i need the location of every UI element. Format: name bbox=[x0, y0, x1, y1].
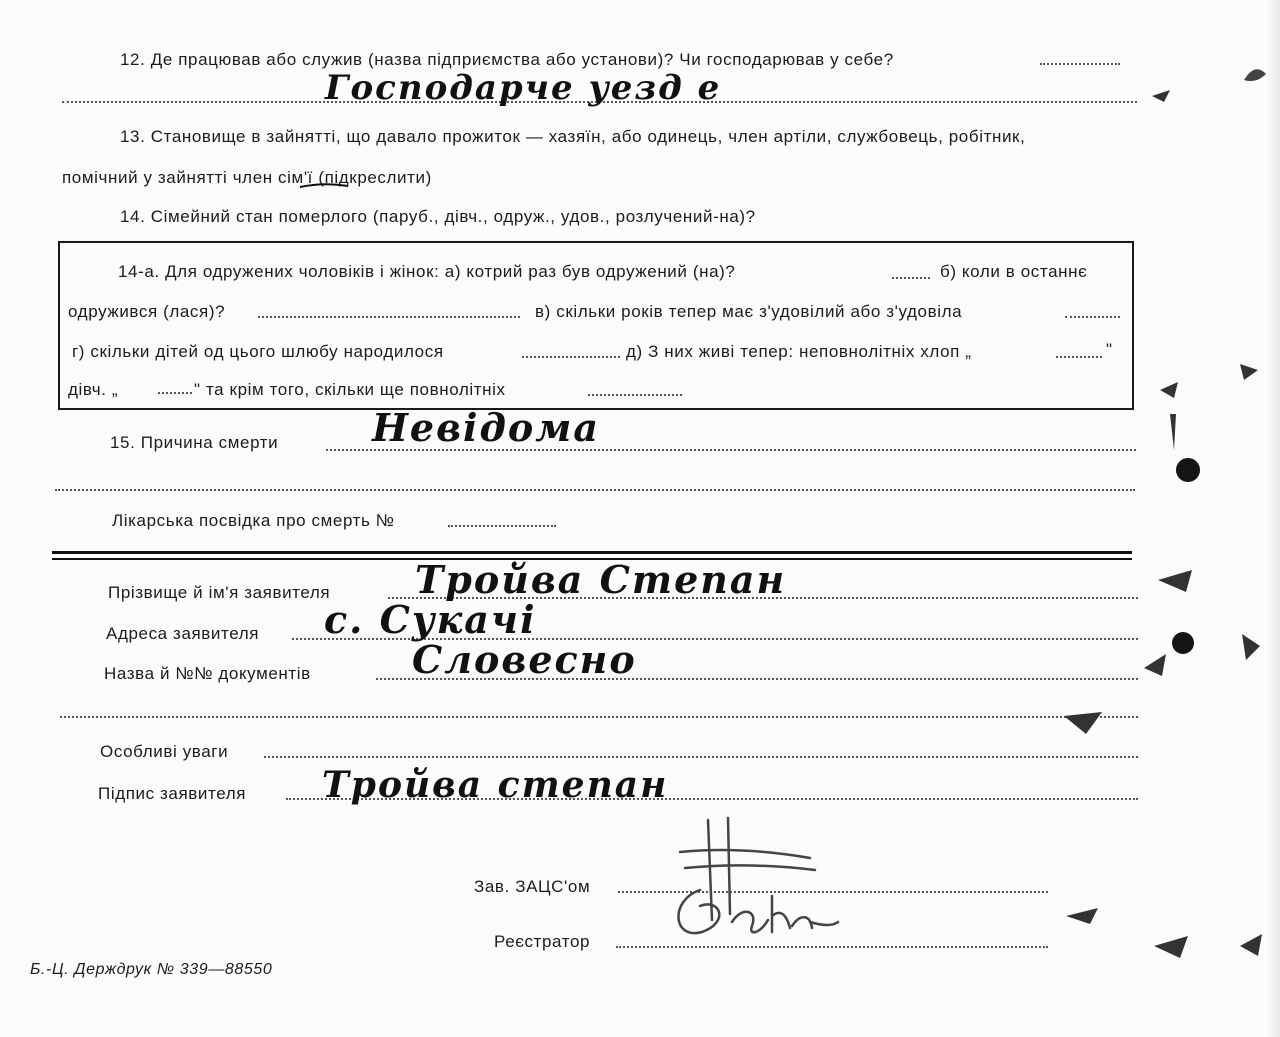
q13-label-line1: 13. Становище в зайнятті, що давало прожиток — хазяїн, або одинець, член артіли, службовець, робітник, bbox=[120, 127, 1026, 146]
q14a-line3-a: г) скільки дітей од цього шлюбу народилося bbox=[72, 342, 444, 361]
applicant-signature-handwritten: Тройва степан bbox=[322, 764, 669, 806]
applicant-signature-label: Підпис заявителя bbox=[98, 784, 247, 803]
registrar-signature-mark bbox=[660, 810, 870, 960]
q14a-blank-a bbox=[892, 277, 930, 279]
punch-hole bbox=[1176, 458, 1200, 482]
medical-certificate-label: Лікарська посвідка про смерть № bbox=[112, 511, 395, 530]
q14-label: 14. Сімейний стан померлого (паруб., дівч., одруж., удов., розлучений-на)? bbox=[120, 207, 756, 226]
q14a-blank-e bbox=[1056, 356, 1102, 358]
q14a-line2-b: в) скільки років тепер має з'удовілий або з'удовіла bbox=[535, 302, 963, 321]
paper-tear-mark bbox=[1150, 88, 1172, 104]
q14a-blank-f bbox=[158, 392, 192, 394]
documents-label: Назва й №№ документів bbox=[104, 664, 311, 683]
registry-head-label: Зав. ЗАЦС'ом bbox=[474, 877, 591, 896]
punch-hole bbox=[1172, 632, 1194, 654]
q14a-line3-b: д) З них живі тепер: неповнолітніх хлоп „ bbox=[626, 342, 972, 361]
q14a-line3-c: " bbox=[1106, 340, 1113, 359]
documents-handwritten: Словесно bbox=[412, 637, 637, 682]
paper-tear-mark bbox=[1062, 706, 1106, 736]
q14a-line4-b: " та крім того, скільки ще повнолітніх bbox=[194, 380, 506, 399]
special-notes-line bbox=[264, 756, 1138, 758]
applicant-name-label: Прізвище й ім'я заявителя bbox=[108, 583, 331, 602]
paper-tear-mark bbox=[1236, 358, 1262, 384]
paper-tear-mark bbox=[1152, 930, 1192, 960]
paper-tear-mark bbox=[1064, 902, 1100, 926]
q15-handwritten-answer: Невідома bbox=[372, 405, 600, 450]
q14a-blank-b bbox=[258, 316, 520, 318]
registrar-label: Реєстратор bbox=[494, 932, 591, 951]
q12-label: 12. Де працював або служив (назва підприємства або установи)? Чи господарював у себе? bbox=[120, 50, 894, 69]
q13-label-line2: помічний у зайнятті член сім'ї (підкреслити) bbox=[62, 168, 432, 187]
paper-tear-mark bbox=[1236, 630, 1264, 664]
documents-extra-line bbox=[60, 716, 1138, 718]
q12-handwritten-answer: Господарче уезд е bbox=[325, 68, 722, 108]
paper-tear-mark bbox=[1158, 378, 1182, 402]
q14a-line2-a: одружився (лася)? bbox=[68, 302, 226, 321]
special-notes-label: Особливі уваги bbox=[100, 742, 229, 761]
applicant-address-handwritten: с. Сукачі bbox=[324, 597, 537, 642]
q12-blank-end bbox=[1040, 63, 1120, 65]
q14a-blank-c bbox=[1065, 316, 1120, 318]
paper-tear-mark bbox=[1140, 650, 1170, 680]
q14a-line1-a: 14-а. Для одружених чоловіків і жінок: а) котрий раз був одружений (на)? bbox=[118, 262, 736, 281]
q14a-line1-b: б) коли в останнє bbox=[940, 262, 1088, 281]
printer-imprint: Б.-Ц. Держдрук № 339—88550 bbox=[30, 961, 273, 978]
q15-label: 15. Причина смерти bbox=[110, 433, 279, 452]
paper-tear-mark bbox=[1236, 930, 1266, 960]
q14a-blank-d bbox=[522, 356, 620, 358]
paper-tear-mark bbox=[1156, 566, 1196, 596]
q14a-line4-a: дівч. „ bbox=[68, 380, 119, 399]
q15-extra-line bbox=[55, 489, 1135, 491]
applicant-address-label: Адреса заявителя bbox=[106, 624, 260, 643]
applicant-name-handwritten: Тройва Степан bbox=[415, 557, 787, 602]
page-edge-shadow bbox=[1266, 0, 1280, 1037]
paper-tear-mark bbox=[1164, 412, 1182, 452]
q14a-blank-g bbox=[588, 394, 682, 396]
q13-underline-mark bbox=[298, 182, 350, 190]
medical-certificate-blank bbox=[448, 525, 556, 527]
section-divider-top bbox=[52, 551, 1132, 554]
